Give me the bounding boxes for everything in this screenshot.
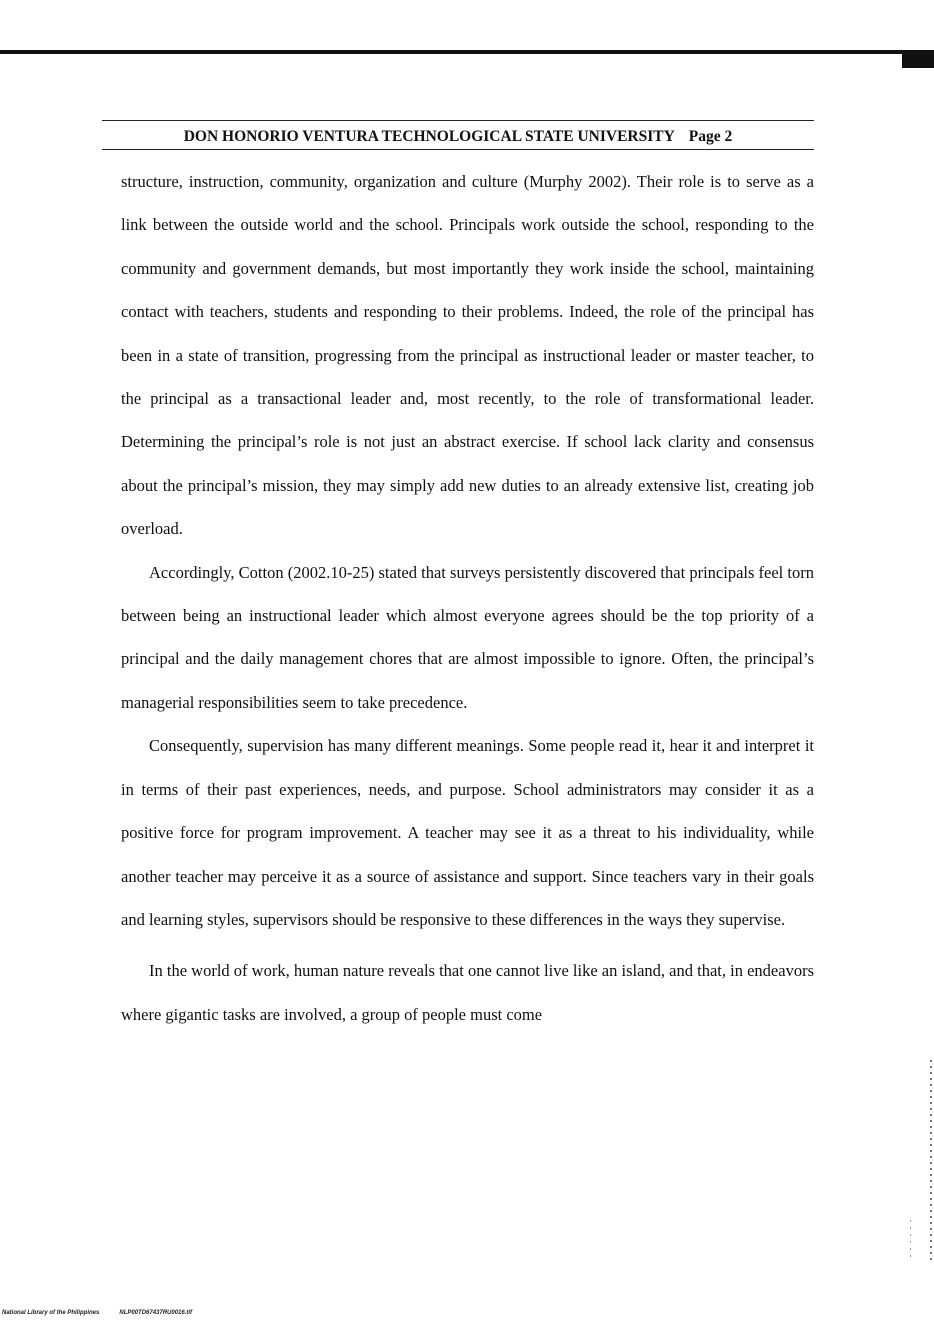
scan-top-border [0, 50, 934, 54]
paragraph-continued: structure, instruction, community, organization and culture (Murphy 2002). Their role is to serve as a link between the outside world and the school. Principals work outside the school, responding to the community and government demands, but most importantly they work inside the school, maintaining contact with teachers, students and responding to their problems. Indeed, the role of the principal has been in a state of transition, progressing from the principal as instructional leader or master teacher, to the principal as a transactional leader and, most recently, to the role of transformational leader. Determining the principal’s role is not just an abstract exercise. If school lack clarity and consensus about the principal’s mission, they may simply add new duties to an already extensive list, creating job overload. [121, 172, 814, 539]
body-text [121, 160, 814, 1036]
running-header [102, 126, 814, 148]
scan-stray-mark [910, 1220, 911, 1260]
paragraph-supervision: Consequently, supervision has many different meanings. Some people read it, hear it and interpret it in terms of their past experiences, needs, and purpose. School administrators may consider it as a positive force for program improvement. A teacher may see it as a threat to his individuality, while another teacher may perceive it as a source of assistance and support. Since teachers vary in their goals and learning styles, supervisors should be responsive to these differences in the ways they supervise. [121, 736, 814, 929]
institution-name: DON HONORIO VENTURA TECHNOLOGICAL STATE UNIVERSITY [183, 128, 675, 145]
footer-library: National Library of the Philippines [2, 1310, 100, 1316]
header-rule-top [102, 120, 814, 121]
scan-footer [2, 1310, 192, 1316]
scan-corner-mark [902, 54, 934, 68]
paragraph-world-of-work: In the world of work, human nature reveals that one cannot live like an island, and that, in endeavors where gigantic tasks are involved, a group of people must come [121, 961, 814, 1024]
paragraph-cotton: Accordingly, Cotton (2002.10-25) stated that surveys persistently discovered that principals feel torn between being an instructional leader which almost everyone agrees should be the top priority of a principal and the daily management chores that are almost impossible to ignore. Often, the principal’s managerial responsibilities seem to take precedence. [121, 562, 814, 712]
page-number: Page 2 [688, 128, 733, 145]
header-rule-bottom [102, 149, 814, 150]
scan-edge-noise [930, 1060, 932, 1260]
footer-file-id: NLP00TD67437RU0016.tif [119, 1310, 193, 1316]
